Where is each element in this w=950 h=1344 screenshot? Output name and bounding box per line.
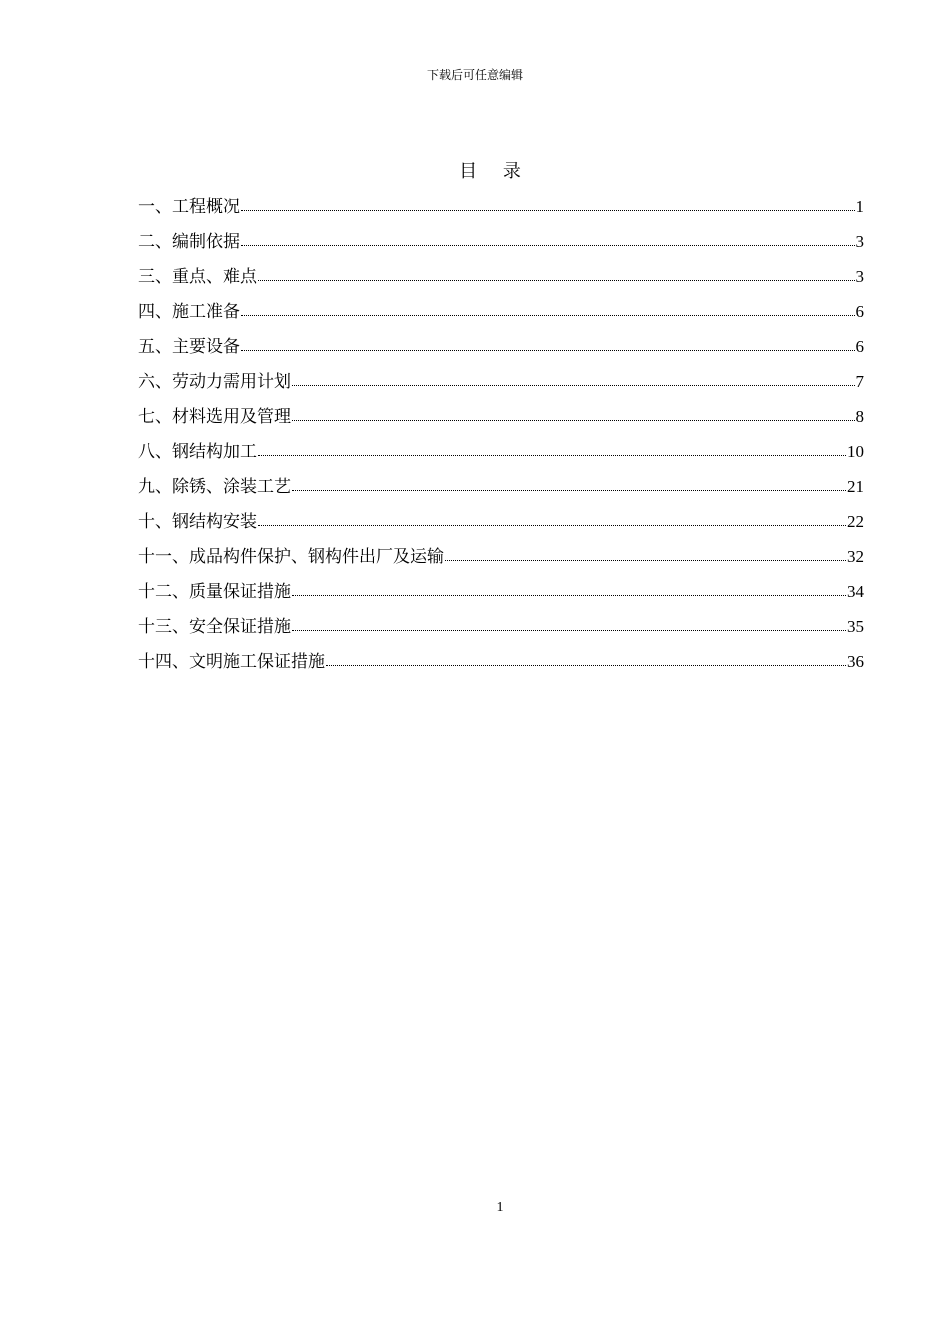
toc-leader-dots (326, 653, 846, 667)
toc-entry-page: 7 (855, 372, 864, 391)
toc-entry[interactable] (138, 509, 864, 544)
toc-leader-dots (292, 583, 846, 597)
toc-entry-page: 10 (847, 442, 864, 461)
toc-entry-label: 十三、安全保证措施 (138, 617, 291, 637)
toc-leader-dots (292, 618, 846, 632)
toc-leader-dots (241, 303, 855, 317)
toc-leader-dots (241, 198, 855, 212)
toc-entry-label: 九、除锈、涂装工艺 (138, 477, 291, 497)
toc-entry-page: 8 (855, 407, 864, 426)
toc-entry-label: 二、编制依据 (138, 232, 240, 252)
toc-entry[interactable] (138, 334, 864, 369)
toc-leader-dots (292, 408, 855, 422)
toc-entry-page: 34 (847, 582, 864, 601)
toc-entry-label: 三、重点、难点 (138, 267, 257, 287)
header-note: 下载后可任意编辑 (426, 68, 523, 82)
toc-entry-page: 22 (847, 512, 864, 531)
toc-entry-label: 十、钢结构安装 (138, 512, 257, 532)
toc-entry[interactable] (138, 229, 864, 264)
toc-entry[interactable] (138, 649, 864, 684)
toc-entry-label: 七、材料选用及管理 (138, 407, 291, 427)
toc-leader-dots (292, 373, 855, 387)
toc-entry[interactable] (138, 614, 864, 649)
toc-entry-label: 五、主要设备 (138, 337, 240, 357)
toc-title: 目 录 (459, 161, 531, 182)
toc-entry[interactable] (138, 579, 864, 614)
toc-entry-page: 6 (855, 302, 864, 321)
toc-entry-page: 3 (855, 267, 864, 286)
toc-leader-dots (241, 233, 855, 247)
toc-leader-dots (258, 268, 855, 282)
toc-entry-label: 十一、成品构件保护、钢构件出厂及运输 (138, 547, 444, 567)
toc-leader-dots (258, 513, 846, 527)
toc-entry-label: 一、工程概况 (138, 197, 240, 217)
toc-leader-dots (445, 548, 846, 562)
toc-entry[interactable] (138, 369, 864, 404)
toc-entry[interactable] (138, 404, 864, 439)
toc-entry-page: 21 (847, 477, 864, 496)
toc-entry-label: 十二、质量保证措施 (138, 582, 291, 602)
toc-entry[interactable] (138, 474, 864, 509)
toc-entry-label: 四、施工准备 (138, 302, 240, 322)
toc-entry-label: 八、钢结构加工 (138, 442, 257, 462)
toc-entry-page: 3 (855, 232, 864, 251)
toc-entry-page: 32 (847, 547, 864, 566)
toc-entry-page: 36 (847, 652, 864, 671)
toc-entry-label: 十四、文明施工保证措施 (138, 652, 325, 672)
toc-entry[interactable] (138, 194, 864, 229)
toc-leader-dots (292, 478, 846, 492)
toc-entry-page: 6 (855, 337, 864, 356)
toc-entry-label: 六、劳动力需用计划 (138, 372, 291, 392)
toc-leader-dots (241, 338, 855, 352)
table-of-contents (138, 194, 864, 684)
toc-entry[interactable] (138, 439, 864, 474)
toc-entry[interactable] (138, 544, 864, 579)
toc-entry-page: 1 (855, 197, 864, 216)
toc-leader-dots (258, 443, 846, 457)
toc-entry[interactable] (138, 299, 864, 334)
toc-entry[interactable] (138, 264, 864, 299)
page-number: 1 (496, 1200, 504, 1215)
toc-entry-page: 35 (847, 617, 864, 636)
